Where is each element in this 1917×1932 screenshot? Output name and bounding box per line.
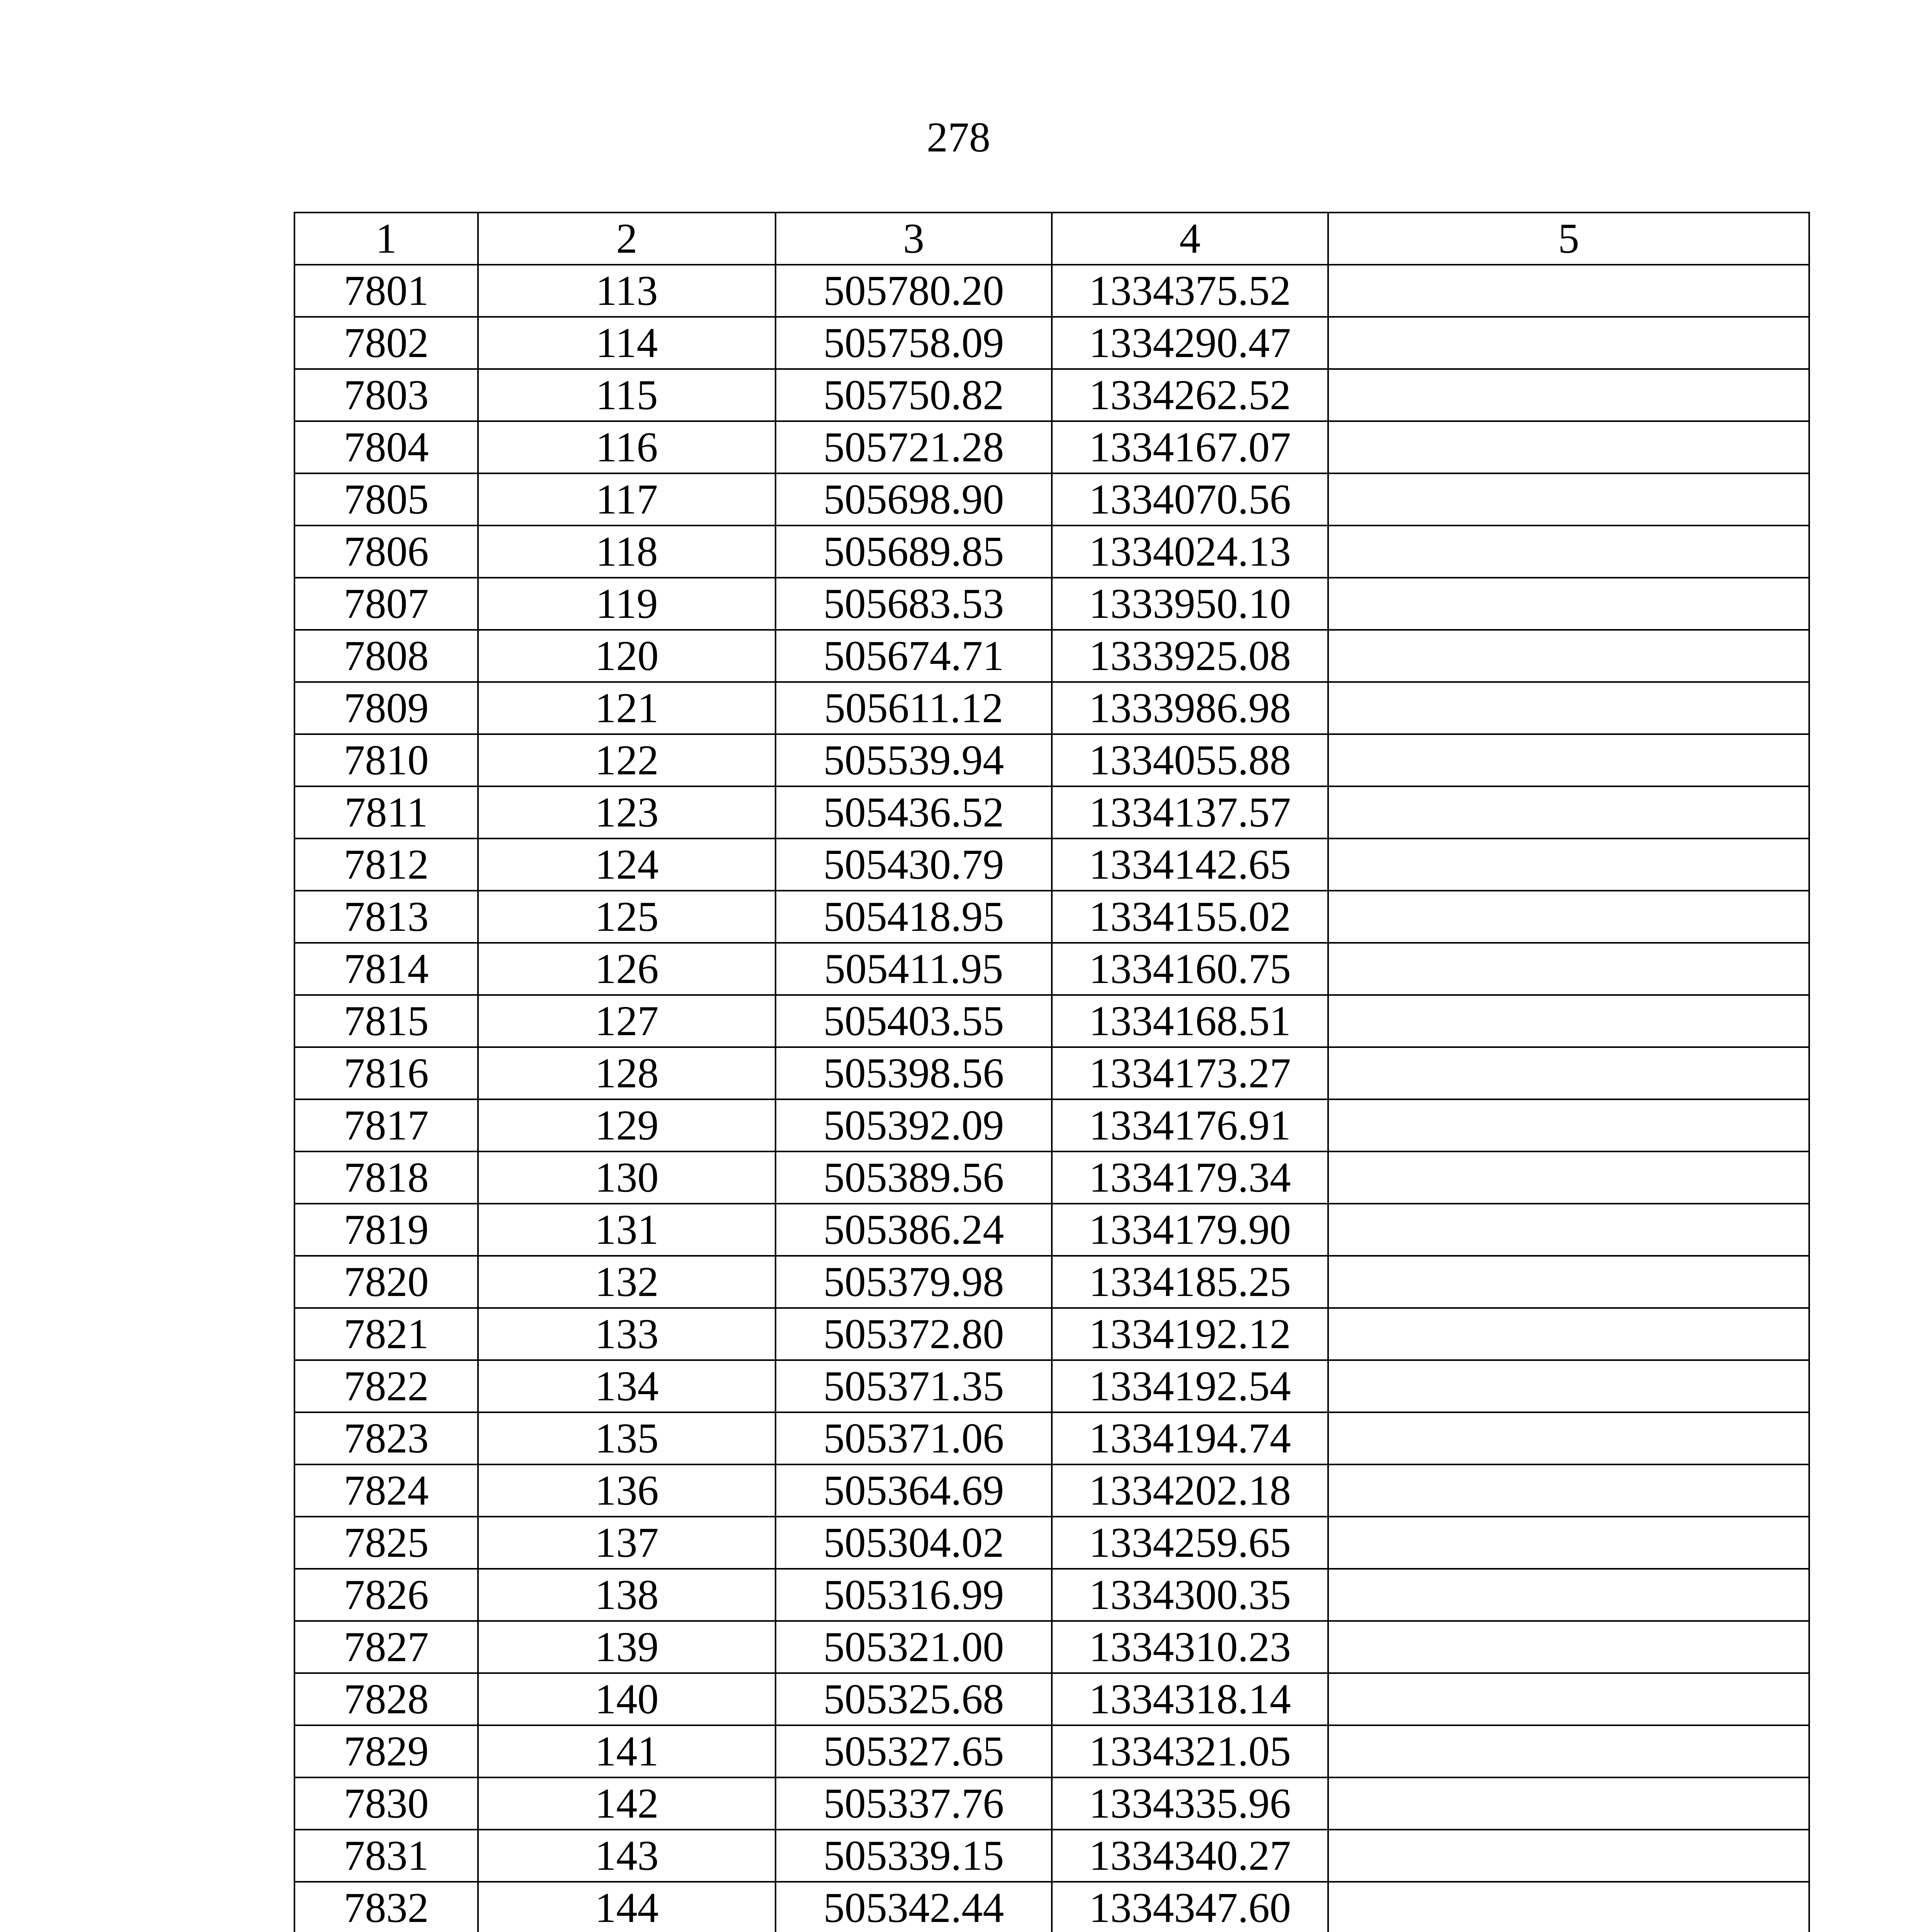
table-cell: 505430.79 — [776, 838, 1052, 891]
table-row — [294, 1882, 1809, 1932]
table-row — [294, 1099, 1809, 1151]
table-cell: 1334142.65 — [1052, 838, 1328, 891]
table-cell — [1328, 473, 1809, 526]
table-cell: 1334168.51 — [1052, 995, 1328, 1047]
table-cell: 143 — [478, 1830, 776, 1882]
table-cell: 1334259.65 — [1052, 1517, 1328, 1569]
column-header: 1 — [294, 213, 478, 265]
table-cell: 1334300.35 — [1052, 1569, 1328, 1621]
table-cell: 505611.12 — [776, 682, 1052, 734]
table-row — [294, 1621, 1809, 1673]
table-cell: 121 — [478, 682, 776, 734]
table-cell: 140 — [478, 1673, 776, 1725]
table-header-row — [294, 213, 1809, 265]
table-cell: 123 — [478, 786, 776, 838]
table-cell: 137 — [478, 1517, 776, 1569]
table-cell — [1328, 838, 1809, 891]
table-cell: 7821 — [294, 1308, 478, 1360]
table-row — [294, 1256, 1809, 1308]
table-row — [294, 995, 1809, 1047]
table-cell: 126 — [478, 943, 776, 995]
table-cell: 7828 — [294, 1673, 478, 1725]
table-cell: 1334055.88 — [1052, 734, 1328, 786]
table-cell: 7820 — [294, 1256, 478, 1308]
table-cell: 7814 — [294, 943, 478, 995]
table-cell — [1328, 1204, 1809, 1256]
table-row — [294, 1464, 1809, 1517]
table-cell: 1334335.96 — [1052, 1777, 1328, 1830]
table-cell: 1334290.47 — [1052, 317, 1328, 369]
table-cell: 124 — [478, 838, 776, 891]
table-cell: 7823 — [294, 1412, 478, 1464]
table-cell: 1334318.14 — [1052, 1673, 1328, 1725]
table-cell: 7806 — [294, 526, 478, 578]
table-cell: 505327.65 — [776, 1725, 1052, 1777]
table-cell: 127 — [478, 995, 776, 1047]
table-cell — [1328, 1621, 1809, 1673]
table-cell: 1334185.25 — [1052, 1256, 1328, 1308]
table-cell: 1334340.27 — [1052, 1830, 1328, 1882]
table-cell: 505750.82 — [776, 369, 1052, 421]
table-cell: 7815 — [294, 995, 478, 1047]
table-cell: 7827 — [294, 1621, 478, 1673]
table-cell: 132 — [478, 1256, 776, 1308]
table-cell: 1334137.57 — [1052, 786, 1328, 838]
table-row — [294, 1412, 1809, 1464]
table-cell: 1334192.12 — [1052, 1308, 1328, 1360]
table-cell: 1334179.90 — [1052, 1204, 1328, 1256]
table-cell: 505539.94 — [776, 734, 1052, 786]
table-cell: 117 — [478, 473, 776, 526]
table-cell: 505403.55 — [776, 995, 1052, 1047]
table-cell: 7807 — [294, 578, 478, 630]
table-cell: 505780.20 — [776, 265, 1052, 317]
table-cell: 7822 — [294, 1360, 478, 1412]
table-cell: 118 — [478, 526, 776, 578]
table-cell: 7813 — [294, 891, 478, 943]
table-cell: 7811 — [294, 786, 478, 838]
table-cell: 128 — [478, 1047, 776, 1099]
table-cell: 113 — [478, 265, 776, 317]
table-cell: 141 — [478, 1725, 776, 1777]
table-cell: 135 — [478, 1412, 776, 1464]
table-cell — [1328, 1151, 1809, 1204]
table-cell — [1328, 526, 1809, 578]
table-cell: 1334167.07 — [1052, 421, 1328, 473]
table-cell: 1334375.52 — [1052, 265, 1328, 317]
table-cell: 114 — [478, 317, 776, 369]
table-cell: 7809 — [294, 682, 478, 734]
table-row — [294, 1047, 1809, 1099]
table-cell: 505418.95 — [776, 891, 1052, 943]
table-cell — [1328, 1412, 1809, 1464]
table-cell — [1328, 1256, 1809, 1308]
table-row — [294, 943, 1809, 995]
table-cell — [1328, 630, 1809, 682]
table-cell — [1328, 1673, 1809, 1725]
table-cell: 7816 — [294, 1047, 478, 1099]
table-cell: 131 — [478, 1204, 776, 1256]
table-cell: 505364.69 — [776, 1464, 1052, 1517]
table-cell — [1328, 891, 1809, 943]
table-row — [294, 1517, 1809, 1569]
table-cell: 505372.80 — [776, 1308, 1052, 1360]
table-cell: 1334160.75 — [1052, 943, 1328, 995]
table-row — [294, 1151, 1809, 1204]
table-cell — [1328, 265, 1809, 317]
table-cell — [1328, 734, 1809, 786]
page-number: 278 — [927, 114, 990, 161]
table-cell — [1328, 421, 1809, 473]
table-cell: 125 — [478, 891, 776, 943]
table-cell: 7812 — [294, 838, 478, 891]
table-cell: 505674.71 — [776, 630, 1052, 682]
table-row — [294, 682, 1809, 734]
table-cell: 505758.09 — [776, 317, 1052, 369]
table-cell: 7818 — [294, 1151, 478, 1204]
table-cell: 7826 — [294, 1569, 478, 1621]
table-row — [294, 578, 1809, 630]
table-cell — [1328, 317, 1809, 369]
table-cell: 7832 — [294, 1882, 478, 1932]
table-cell: 1334202.18 — [1052, 1464, 1328, 1517]
table-cell: 505386.24 — [776, 1204, 1052, 1256]
table-cell — [1328, 943, 1809, 995]
table-cell: 116 — [478, 421, 776, 473]
table-cell: 505398.56 — [776, 1047, 1052, 1099]
table-cell: 505304.02 — [776, 1517, 1052, 1569]
table-cell: 134 — [478, 1360, 776, 1412]
table-row — [294, 734, 1809, 786]
table-cell — [1328, 1047, 1809, 1099]
table-row — [294, 1725, 1809, 1777]
table-cell: 1334024.13 — [1052, 526, 1328, 578]
table-row — [294, 1360, 1809, 1412]
table-cell — [1328, 995, 1809, 1047]
table-cell: 505721.28 — [776, 421, 1052, 473]
table-cell: 133 — [478, 1308, 776, 1360]
table-cell: 505371.35 — [776, 1360, 1052, 1412]
table-cell: 505689.85 — [776, 526, 1052, 578]
table-cell: 1334176.91 — [1052, 1099, 1328, 1151]
table-cell: 1334321.05 — [1052, 1725, 1328, 1777]
table-cell: 115 — [478, 369, 776, 421]
table-cell: 7831 — [294, 1830, 478, 1882]
table-row — [294, 1204, 1809, 1256]
table-cell: 7829 — [294, 1725, 478, 1777]
coordinates-table — [294, 212, 1810, 1932]
table-cell — [1328, 369, 1809, 421]
table-row — [294, 1830, 1809, 1882]
table-cell: 505698.90 — [776, 473, 1052, 526]
table-cell: 1333925.08 — [1052, 630, 1328, 682]
table-cell — [1328, 1882, 1809, 1932]
table-cell: 7802 — [294, 317, 478, 369]
table-row — [294, 265, 1809, 317]
table-row — [294, 421, 1809, 473]
table-cell — [1328, 1099, 1809, 1151]
table-cell: 130 — [478, 1151, 776, 1204]
table-cell: 7830 — [294, 1777, 478, 1830]
table-cell — [1328, 578, 1809, 630]
table-cell: 1334173.27 — [1052, 1047, 1328, 1099]
table-cell: 505339.15 — [776, 1830, 1052, 1882]
table-cell: 144 — [478, 1882, 776, 1932]
table-cell: 7805 — [294, 473, 478, 526]
table-cell: 7801 — [294, 265, 478, 317]
column-header: 4 — [1052, 213, 1328, 265]
table-cell: 129 — [478, 1099, 776, 1151]
table-cell: 505325.68 — [776, 1673, 1052, 1725]
table-cell: 142 — [478, 1777, 776, 1830]
table-cell — [1328, 1517, 1809, 1569]
table-cell: 505379.98 — [776, 1256, 1052, 1308]
table-row — [294, 473, 1809, 526]
table-cell: 505411.95 — [776, 943, 1052, 995]
table-cell: 505392.09 — [776, 1099, 1052, 1151]
table-cell — [1328, 1464, 1809, 1517]
column-header: 3 — [776, 213, 1052, 265]
column-header: 2 — [478, 213, 776, 265]
table-cell — [1328, 682, 1809, 734]
table-cell: 7804 — [294, 421, 478, 473]
table-cell: 1334070.56 — [1052, 473, 1328, 526]
table-cell: 505371.06 — [776, 1412, 1052, 1464]
table-cell: 1334155.02 — [1052, 891, 1328, 943]
table-row — [294, 317, 1809, 369]
table-cell: 7810 — [294, 734, 478, 786]
table-cell — [1328, 786, 1809, 838]
table-row — [294, 786, 1809, 838]
table-cell: 1334262.52 — [1052, 369, 1328, 421]
table-cell: 505342.44 — [776, 1882, 1052, 1932]
table-row — [294, 1569, 1809, 1621]
table-row — [294, 891, 1809, 943]
table-cell: 1334194.74 — [1052, 1412, 1328, 1464]
table-row — [294, 630, 1809, 682]
table-row — [294, 369, 1809, 421]
table-cell: 505436.52 — [776, 786, 1052, 838]
table-cell: 505683.53 — [776, 578, 1052, 630]
table-cell: 505316.99 — [776, 1569, 1052, 1621]
table-cell: 505337.76 — [776, 1777, 1052, 1830]
table-row — [294, 526, 1809, 578]
table-cell: 7819 — [294, 1204, 478, 1256]
table-cell: 120 — [478, 630, 776, 682]
column-header: 5 — [1328, 213, 1809, 265]
table-cell: 7808 — [294, 630, 478, 682]
table-cell: 119 — [478, 578, 776, 630]
table-cell — [1328, 1725, 1809, 1777]
table-cell — [1328, 1360, 1809, 1412]
table-cell: 7817 — [294, 1099, 478, 1151]
table-cell — [1328, 1569, 1809, 1621]
table-cell: 1333986.98 — [1052, 682, 1328, 734]
table-cell: 138 — [478, 1569, 776, 1621]
table-cell: 505321.00 — [776, 1621, 1052, 1673]
table-row — [294, 1308, 1809, 1360]
table-cell: 1334310.23 — [1052, 1621, 1328, 1673]
table-cell: 139 — [478, 1621, 776, 1673]
table-row — [294, 1777, 1809, 1830]
table-cell: 7824 — [294, 1464, 478, 1517]
table-cell: 1334179.34 — [1052, 1151, 1328, 1204]
table-cell: 136 — [478, 1464, 776, 1517]
table-cell: 7803 — [294, 369, 478, 421]
table-body — [294, 265, 1809, 1932]
table-cell — [1328, 1777, 1809, 1830]
table-row — [294, 1673, 1809, 1725]
table-cell: 1334347.60 — [1052, 1882, 1328, 1932]
table-cell: 1333950.10 — [1052, 578, 1328, 630]
table-cell: 7825 — [294, 1517, 478, 1569]
table-cell — [1328, 1308, 1809, 1360]
table-cell: 1334192.54 — [1052, 1360, 1328, 1412]
table-cell — [1328, 1830, 1809, 1882]
table-cell: 505389.56 — [776, 1151, 1052, 1204]
table-row — [294, 838, 1809, 891]
table-cell: 122 — [478, 734, 776, 786]
